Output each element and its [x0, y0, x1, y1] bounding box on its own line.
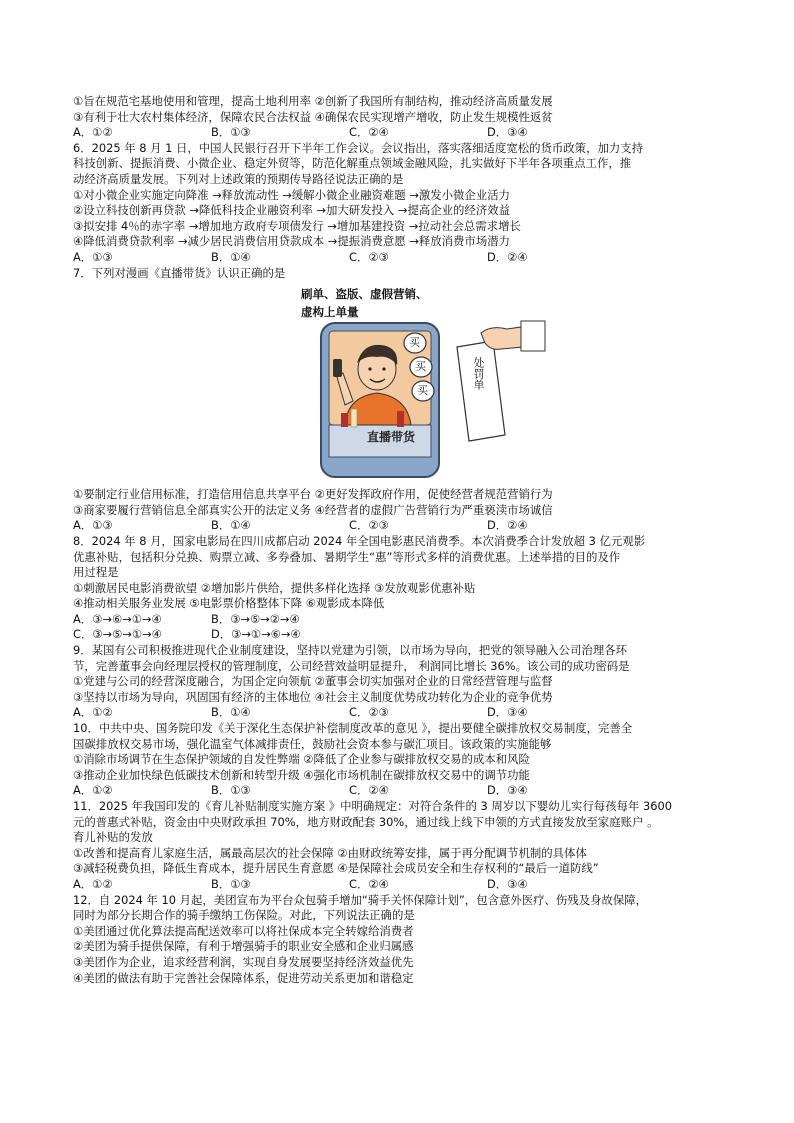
q9-option-line-1: ①党建与公司的经营深度融合，为国企定向领航 ②董事会切实加强对企业的日常经营管理与监督: [73, 674, 553, 689]
q6-answer-b[interactable]: B．①④: [211, 249, 251, 264]
q7-stem: 7．下列对漫画《直播带货》认识正确的是: [73, 265, 286, 280]
q12-option-2: ②美团为骑手提供保障，有利于增强骑手的职业安全感和企业归属感: [73, 939, 414, 954]
q11-option-line-1: ①改善和提高育儿家庭生活，属最高层次的社会保障 ②由财政统筹安排，属于再分配调节机制的具体体: [73, 845, 587, 860]
q5-answers: [73, 125, 723, 141]
q7-answer-a[interactable]: A．①③: [73, 518, 113, 533]
q5-option-line-2: ③有利于壮大农村集体经济，保障农民合法权益 ④确保农民实现增产增收，防止发生规模性返贫: [73, 109, 553, 124]
q9-answers: [73, 705, 723, 721]
q10-answer-a[interactable]: A．①②: [73, 783, 113, 798]
q8-answer-a[interactable]: A．③→⑥→①→④: [73, 611, 162, 626]
q9-answer-c[interactable]: C．②③: [349, 705, 389, 720]
q5-answer-b[interactable]: B．①③: [211, 125, 251, 140]
q7-answers: [73, 518, 723, 534]
q12-option-1: ①美团通过优化算法提高配送效率可以将社保成本完全转嫁给消费者: [73, 923, 414, 938]
q11-answer-a[interactable]: A．①②: [73, 876, 113, 891]
q6-option-2: ②设立科技创新再贷款 →降低科技企业融资利率 →加大研发投入 →提高企业的经济效益: [73, 203, 510, 218]
q6-answer-a[interactable]: A．①③: [73, 249, 113, 264]
q6-answer-d[interactable]: D．②④: [487, 249, 528, 264]
q7-answer-d[interactable]: D．②④: [487, 518, 528, 533]
q12-stem-line-2: 同时为部分长期合作的骑手缴纳工伤保险。对此，下列说法正确的是: [73, 908, 415, 923]
q11-answers: [73, 877, 723, 893]
q6-stem-line-2: 科技创新、提振消费、小微企业、稳定外贸等，防范化解重点领域金融风险，扎实做好下半年各项重点工作，推: [73, 156, 632, 171]
q10-answers: [73, 783, 723, 799]
q8-answer-d[interactable]: D．③→①→⑥→④: [211, 627, 301, 642]
exam-page: [73, 94, 723, 986]
q9-answer-a[interactable]: A．①②: [73, 705, 113, 720]
q11-answer-c[interactable]: C．②④: [349, 876, 389, 891]
q9-stem-line-2: 节，完善董事会向经理层授权的管理制度，公司经营效益明显提升， 利润同比增长 36%。该公司的成功密码是: [73, 658, 630, 673]
buy-bubble-3: 买: [417, 384, 428, 398]
q10-answer-b[interactable]: B．①③: [211, 783, 251, 798]
q6-option-3: ③拟安排 4％的赤字率 →增加地方政府专项债发行 →增加基建投资 →拉动社会总需求增长: [73, 218, 521, 233]
q12-stem-line-1: 12．自 2024 年 10 月起，美团宣布为平台众包骑手增加“骑手关怀保障计划”，包含意外医疗、伤残及身故保障，: [73, 892, 648, 907]
q5-answer-c[interactable]: C．②④: [349, 125, 389, 140]
q8-answer-b[interactable]: B．③→⑤→②→④: [211, 611, 300, 626]
q6-option-4: ④降低消费贷款利率 →减少居民消费信用贷款成本 →提振消费意愿 →释放消费市场潜力: [73, 234, 510, 249]
q8-stem-line-3: 用过程是: [73, 565, 119, 580]
q5-answer-a[interactable]: A．①②: [73, 125, 113, 140]
q9-answer-d[interactable]: D．③④: [487, 705, 528, 720]
q10-option-line-1: ①消除市场调节在生态保护领域的自发性弊端 ②降低了企业参与碳排放权交易的成本和风险: [73, 752, 530, 767]
q8-stem-line-1: 8．2024 年 8 月，国家电影局在四川成都启动 2024 年全国电影惠民消费季。本次消费季合计发放超 3 亿元观影: [73, 533, 646, 548]
q10-answer-d[interactable]: D．③④: [487, 783, 528, 798]
q11-answer-b[interactable]: B．①③: [211, 876, 251, 891]
q9-option-line-2: ③坚持以市场为导向，巩固国有经济的主体地位 ④社会主义制度优势成功转化为企业的竞争优势: [73, 689, 553, 704]
q11-stem-line-1: 11．2025 年我国印发的《育儿补贴制度实施方案 》中明确规定：对符合条件的 3 周岁以下婴幼儿实行每孩每年 3600: [73, 799, 673, 813]
cartoon-caption-line-1: 刷单、盗版、虚假营销、: [301, 287, 428, 302]
q6-answers: [73, 250, 723, 266]
q11-stem-line-2: 元的普惠式补贴，资金由中央财政承担 70%，地方财政配套 30%，通过线上线下申领的方式直接发放至家庭账户 。: [73, 814, 659, 829]
q7-answer-c[interactable]: C．②③: [349, 518, 389, 533]
q9-stem-line-1: 9．某国有公司积极推进现代企业制度建设，坚持以党建为引领，以市场为导向，把党的领导融入公司治理各环: [73, 643, 627, 658]
penalty-sheet-label: 处罚单: [472, 357, 485, 391]
buy-bubble-1: 买: [409, 336, 420, 350]
q8-answers-row-2: [73, 627, 723, 643]
q8-option-line-2: ④推动相关服务业发展 ⑤电影票价格整体下降 ⑥观影成本降低: [73, 596, 385, 611]
q11-option-line-2: ③减轻税费负担，降低生育成本，提升居民生育意愿 ④是保障社会成员安全和生存权利的“最后一道防线”: [73, 861, 599, 876]
q11-stem-line-3: 育儿补贴的发放: [73, 830, 153, 845]
cartoon-caption-line-2: 虚构上单量: [301, 305, 359, 320]
q9-answer-b[interactable]: B．①④: [211, 705, 251, 720]
q10-answer-c[interactable]: C．②④: [349, 783, 389, 798]
q12-option-4: ④美团的做法有助于完善社会保障体系，促进劳动关系更加和谐稳定: [73, 970, 414, 985]
q6-stem-line-3: 动经济高质量发展。下列对上述政策的预期传导路径说法正确的是: [73, 171, 404, 186]
q11-answer-d[interactable]: D．③④: [487, 876, 528, 891]
q7-option-line-2: ③商家要履行营销信息全部真实公开的法定义务 ④经营者的虚假广告营销行为严重亵渎市场诚信: [73, 502, 553, 517]
q12-option-3: ③美团作为企业，追求经营利润，实现自身发展要坚持经济效益优先: [73, 954, 414, 969]
q6-option-1: ①对小微企业实施定向降准 →释放流动性 →缓解小微企业融资难题 →激发小微企业活力: [73, 187, 510, 202]
q10-stem-line-1: 10．中共中央、国务院印发《关于深化生态保护补偿制度改革的意见 》，提出要健全碳排放权交易制度，完善全: [73, 721, 633, 736]
q8-answers-row-1: [73, 612, 723, 628]
q8-stem-line-2: 优惠补贴，包括积分兑换、购票立减、多券叠加、暑期学生“惠”等形式多样的消费优惠。上述举措的目的及作: [73, 549, 621, 564]
cartoon-title: 直播带货: [367, 430, 416, 445]
q10-option-line-2: ③推动企业加快绿色低碳技术创新和转型升级 ④强化市场机制在碳排放权交易中的调节功能: [73, 767, 530, 782]
q7-option-line-1: ①要制定行业信用标准，打造信用信息共享平台 ②更好发挥政府作用，促使经营者规范营销行为: [73, 487, 553, 502]
q7-answer-b[interactable]: B．①④: [211, 518, 251, 533]
q7-cartoon: [285, 285, 565, 481]
buy-bubble-2: 买: [415, 360, 426, 374]
q6-stem-line-1: 6．2025 年 8 月 1 日，中国人民银行召开下半年工作会议。会议指出，落实落细适度宽松的货币政策，加力支持: [73, 140, 644, 155]
q8-option-line-1: ①刺激居民电影消费欲望 ②增加影片供给，提供多样化选择 ③发放观影优惠补贴: [73, 580, 476, 595]
q5-option-line-1: ①旨在规范宅基地使用和管理，提高土地利用率 ②创新了我国所有制结构，推动经济高质量发展: [73, 94, 553, 108]
q10-stem-line-2: 国碳排放权交易市场，强化温室气体减排责任，鼓励社会资本参与碳汇项目。该政策的实施能够: [73, 736, 552, 751]
q5-answer-d[interactable]: D．③④: [487, 125, 528, 140]
q8-answer-c[interactable]: C．③→⑤→①→④: [73, 627, 162, 642]
q6-answer-c[interactable]: C．②③: [349, 249, 389, 264]
